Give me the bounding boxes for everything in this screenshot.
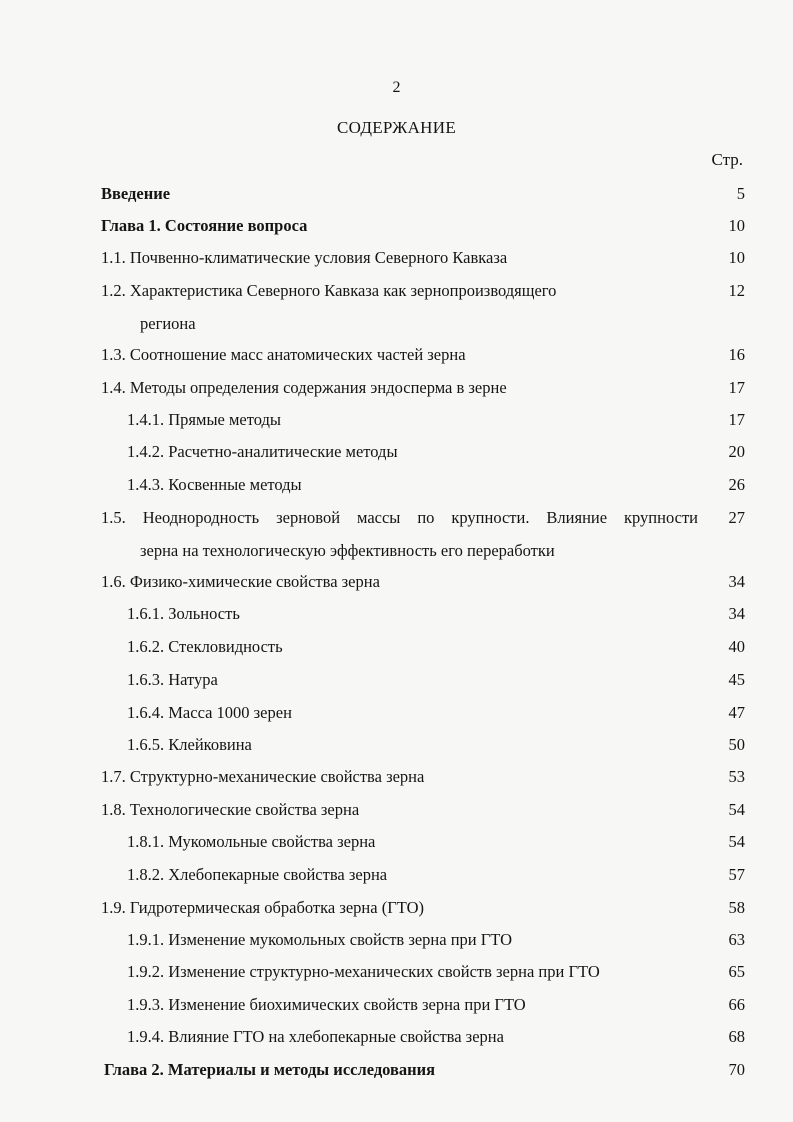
toc-entry-text: 1.9.4. Влияние ГТО на хлебопекарные свойства зерна [127, 1027, 504, 1046]
toc-entry-1-8 [0, 799, 793, 827]
page-column-header: Стр. [711, 150, 743, 169]
toc-entry-text-continued: зерна на технологическую эффективность его переработки [140, 541, 555, 560]
toc-entry-text: 1.6.5. Клейковина [127, 735, 252, 754]
toc-entry-text: 1.8.1. Мукомольные свойства зерна [127, 832, 376, 851]
toc-entry-page: 34 [728, 604, 745, 623]
toc-entry-page: 40 [728, 637, 745, 656]
toc-entry-text: 1.9. Гидротермическая обработка зерна (ГТО) [101, 898, 425, 917]
toc-entry-page: 16 [728, 345, 745, 364]
toc-entry-1-9-3 [0, 994, 793, 1022]
toc-entry-1-6-2 [0, 636, 793, 664]
toc-entry-1-2 [0, 280, 793, 340]
toc-entry-page: 68 [728, 1027, 745, 1046]
toc-entry-page: 5 [736, 184, 745, 203]
toc-entry-text: 1.9.3. Изменение биохимических свойств зерна при ГТО [127, 995, 526, 1014]
toc-entry-1-1 [0, 247, 793, 275]
toc-entry-page: 12 [728, 281, 745, 300]
toc-entry-1-4-1 [0, 409, 793, 437]
toc-entry-page: 70 [728, 1060, 745, 1079]
toc-entry-text: 1.7. Структурно-механические свойства зерна [101, 767, 425, 786]
toc-entry-page: 45 [728, 670, 745, 689]
toc-entry-text: 1.5. Неоднородность зерновой массы по крупности. Влияние крупности [101, 508, 698, 527]
toc-entry-page: 10 [728, 248, 745, 267]
toc-entry-text: Глава 2. Материалы и методы исследования [104, 1060, 436, 1079]
toc-entry-1-6-1 [0, 603, 793, 631]
toc-entry-text: 1.4.2. Расчетно-аналитические методы [127, 442, 398, 461]
toc-entry-text: 1.4.3. Косвенные методы [127, 475, 302, 494]
toc-entry-page: 20 [728, 442, 745, 461]
toc-entry-1-6-4 [0, 702, 793, 730]
toc-entry-page: 10 [728, 216, 745, 235]
toc-entry-text: 1.6.1. Зольность [127, 604, 240, 623]
toc-entry-1-9-1 [0, 929, 793, 957]
toc-entry-page: 54 [728, 800, 745, 819]
toc-entry-page: 47 [728, 703, 745, 722]
toc-entry-1-9-4 [0, 1026, 793, 1054]
toc-entry-text: 1.6.3. Натура [127, 670, 218, 689]
toc-entry-text: 1.8.2. Хлебопекарные свойства зерна [127, 865, 388, 884]
toc-entry-text-continued: региона [140, 314, 196, 333]
toc-entry-text: 1.4. Методы определения содержания эндосперма в зерне [101, 378, 507, 397]
toc-entry-text: 1.3. Соотношение масс анатомических частей зерна [101, 345, 466, 364]
toc-entry-1-9-2 [0, 961, 793, 989]
toc-entry-text: 1.6.4. Масса 1000 зерен [127, 703, 292, 722]
toc-entry-1-5 [0, 507, 793, 567]
toc-entry-page: 53 [728, 767, 745, 786]
toc-entry-text: Введение [101, 184, 171, 203]
toc-entry-1-3 [0, 344, 793, 372]
toc-title: СОДЕРЖАНИЕ [336, 118, 457, 137]
toc-entry-1-4 [0, 377, 793, 405]
toc-entry-page: 63 [728, 930, 745, 949]
toc-entry-1-6-5 [0, 734, 793, 762]
toc-entry-1-8-1 [0, 831, 793, 859]
toc-entry-text: 1.6. Физико-химические свойства зерна [101, 572, 380, 591]
toc-entry-page: 17 [728, 378, 745, 397]
toc-entry-page: 34 [728, 572, 745, 591]
toc-entry-page: 58 [728, 898, 745, 917]
toc-entry-introduction [0, 183, 793, 211]
toc-entry-page: 26 [728, 475, 745, 494]
toc-entry-text: Глава 1. Состояние вопроса [101, 216, 308, 235]
toc-entry-text: 1.6.2. Стекловидность [127, 637, 283, 656]
toc-entry-1-6 [0, 571, 793, 599]
toc-entry-chapter-1 [0, 215, 793, 243]
toc-entry-1-4-3 [0, 474, 793, 502]
toc-entry-1-4-2 [0, 441, 793, 469]
toc-entry-page: 54 [728, 832, 745, 851]
toc-entry-page: 50 [728, 735, 745, 754]
page-number: 2 [392, 79, 401, 96]
toc-entry-1-9 [0, 897, 793, 925]
toc-entry-text: 1.4.1. Прямые методы [127, 410, 281, 429]
toc-entry-page: 57 [728, 865, 745, 884]
toc-entry-page: 27 [728, 508, 745, 527]
toc-entry-1-6-3 [0, 669, 793, 697]
toc-entry-text: 1.2. Характеристика Северного Кавказа как зернопроизводящего [101, 281, 557, 300]
toc-entry-text: 1.1. Почвенно-климатические условия Северного Кавказа [101, 248, 508, 267]
toc-entry-page: 17 [728, 410, 745, 429]
toc-entry-text: 1.9.1. Изменение мукомольных свойств зерна при ГТО [127, 930, 513, 949]
toc-entry-1-7 [0, 766, 793, 794]
toc-entry-page: 65 [728, 962, 745, 981]
toc-entry-text: 1.8. Технологические свойства зерна [101, 800, 360, 819]
toc-entry-page: 66 [728, 995, 745, 1014]
toc-entry-text: 1.9.2. Изменение структурно-механических свойств зерна при ГТО [127, 962, 600, 981]
toc-entry-1-8-2 [0, 864, 793, 892]
toc-entry-chapter-2 [0, 1059, 793, 1087]
